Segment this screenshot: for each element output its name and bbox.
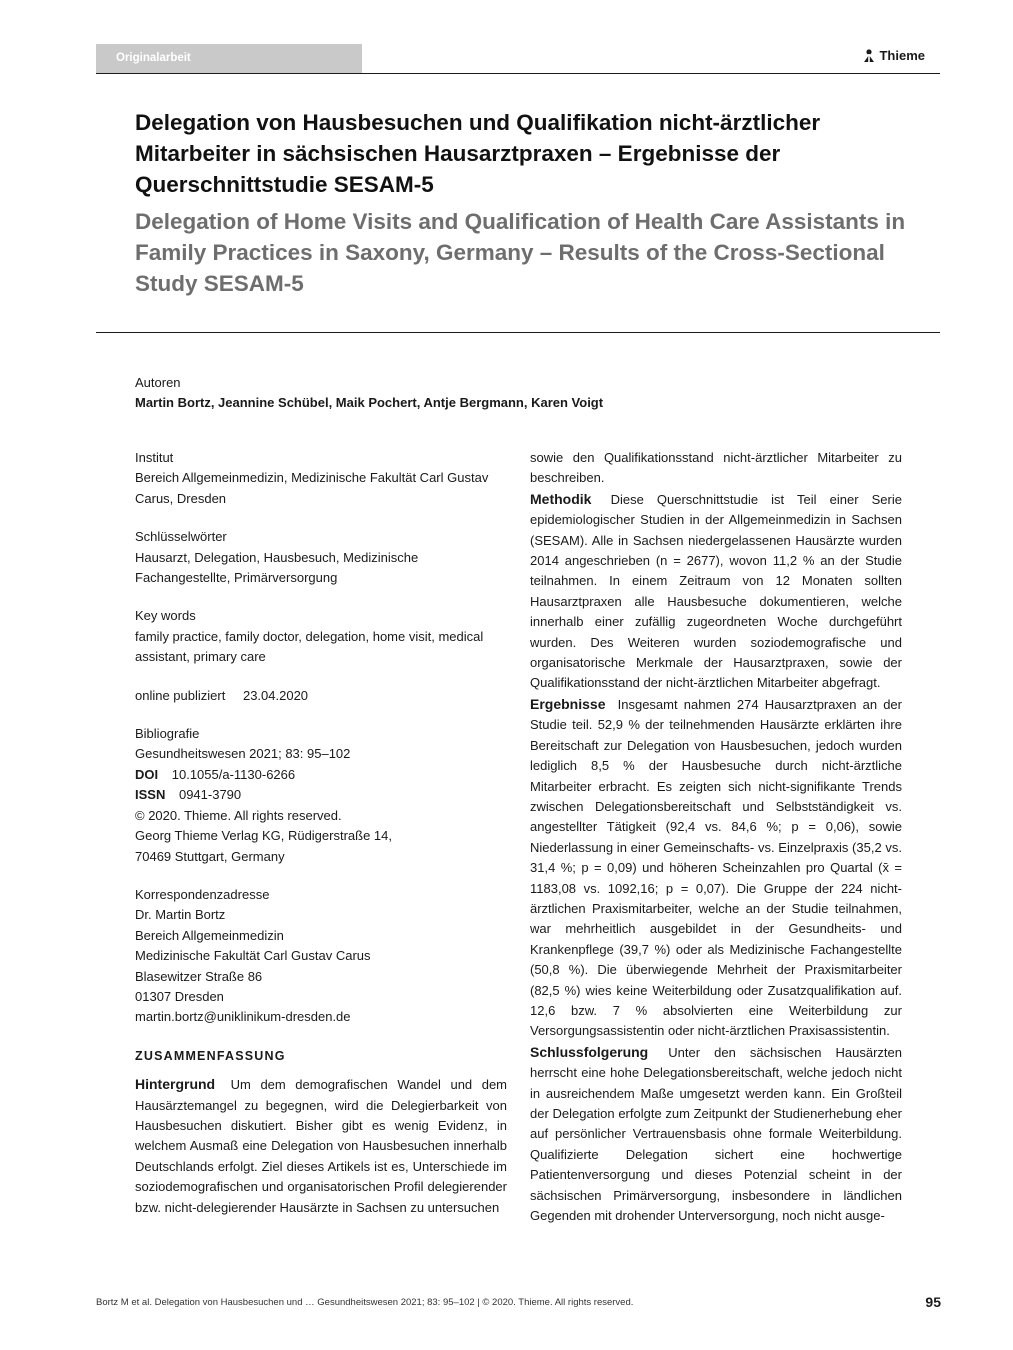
doi-row [135, 765, 507, 785]
keywords-de-block [135, 527, 507, 588]
correspondence-email[interactable]: martin.bortz@uniklinikum-dresden.de [135, 1009, 351, 1025]
metadata-column [135, 448, 507, 1218]
authors-label: Autoren [135, 375, 181, 390]
brand-name: Thieme [879, 48, 925, 63]
correspondence-name: Dr. Martin Bortz [135, 907, 226, 923]
title-divider [96, 332, 940, 333]
keywords-de-text: Hausarzt, Delegation, Hausbesuch, Medizinische Fachangestellte, Primärversorgung [135, 549, 419, 586]
bibliography-journal: Gesundheitswesen 2021; 83: 95–102 [135, 746, 351, 762]
doi-value[interactable]: 10.1055/a-1130-6266 [171, 766, 296, 782]
page-number: 95 [925, 1294, 941, 1310]
publisher-brand[interactable] [863, 48, 925, 63]
issn-value: 0941-3790 [178, 787, 242, 803]
conclusion-label: Schlussfolgerung [530, 1043, 649, 1060]
abstract-results-para [530, 694, 902, 1042]
publisher-line-2: 70469 Stuttgart, Germany [135, 848, 285, 864]
authors-list: Martin Bortz, Jeannine Schübel, Maik Pochert, Antje Bergmann, Karen Voigt [135, 395, 604, 410]
keywords-de-label: Schlüsselwörter [135, 529, 227, 545]
abstract-background-para [135, 1074, 507, 1218]
thieme-logo-icon [863, 49, 875, 63]
copyright-text: © 2020. Thieme. All rights reserved. [135, 807, 342, 823]
article-type-tag: Originalarbeit [96, 44, 362, 73]
correspondence-city: 01307 Dresden [135, 988, 224, 1004]
online-published-label: online publiziert [135, 687, 226, 703]
conclusion-text: Unter den sächsischen Hausärzten herrscht eine hohe Delegationsbereitschaft, welche jedoch nicht in ausreichendem Maße umgesetzt werden kann. Ein Großteil der Delegation erfolgte zum Zeitpunkt der Studienerhebung eher auf persönlicher Vertrauensbasis ohne formale Weiterbildung. Qualifizierte Delegation sichert eine hochwertige Patientenversorgung und dieses Potenzial scheint in der sächsischen Primärversorgung, insbesondere in ländlichen Gegenden mit drohender Unterversorgung, noch nicht ausge- [530, 1044, 902, 1224]
keywords-en-text: family practice, family doctor, delegation, home visit, medical assistant, primary care [135, 628, 484, 665]
title-english: Delegation of Home Visits and Qualification of Health Care Assistants in Family Practices in Saxony, Germany – Results of the Cross-Sectional Study SESAM-5 [135, 209, 906, 296]
correspondence-faculty: Medizinische Fakultät Carl Gustav Carus [135, 948, 371, 964]
institute-text: Bereich Allgemeinmedizin, Medizinische Fakultät Carl Gustav Carus, Dresden [135, 470, 489, 506]
background-text: Um dem demografischen Wandel und dem Hausärztemangel zu begegnen, wird die Delegierbarkeit von Hausbesuchen diskutiert. Bisher gibt es wenig Evidenz, in welchem Ausmaß eine Delegation von Hausbesuchen innerhalb Deutschlands erfolgt. Ziel dieses Artikels ist es, Unterschiede im soziodemografischen und organisatorischen Profil delegierender bzw. nicht-delegierender Hausärzte in Sachsen zu untersuchen [135, 1077, 507, 1215]
abstract-conclusion-para [530, 1042, 902, 1227]
issn-row [135, 785, 507, 805]
title-german: Delegation von Hausbesuchen und Qualifikation nicht-ärztlicher Mitarbeiter in sächsischen Hausarztpraxen – Ergebnisse der Querschnittstudie SESAM-5 [135, 110, 821, 197]
issn-label: ISSN [135, 787, 166, 803]
results-label: Ergebnisse [530, 695, 606, 712]
bibliography-label: Bibliografie [135, 726, 200, 742]
correspondence-block [135, 885, 507, 1028]
methods-label: Methodik [530, 490, 592, 507]
doi-label: DOI [135, 766, 159, 782]
abstract-methods-para [530, 489, 902, 694]
methods-text: Diese Querschnittstudie ist Teil einer Serie epidemiologischer Studien in der Allgemeinmedizin in Sachsen (SESAM). Alle in Sachsen niedergelassenen Hausärzte wurden 2014 angeschrieben (n = 2677), wovon 11,2 % an der Studie teilnahmen. In einem Zeitraum von 12 Monaten sollten Hausarztpraxen alle Hausbesuche dokumentieren, welche innerhalb einer zufällig zugeordneten Woche durchgeführt wurden. Des Weiteren wurden soziodemografische und organisatorische Merkmale der Hausarztpraxen, sowie der Qualifikationsstand der nicht-ärztlichen Mitarbeiter abgefragt. [530, 491, 902, 691]
institute-block [135, 448, 507, 509]
keywords-en-label: Key words [135, 608, 196, 624]
bibliography-block [135, 724, 507, 867]
correspondence-street: Blasewitzer Straße 86 [135, 968, 263, 984]
background-label: Hintergrund [135, 1076, 216, 1093]
keywords-en-block [135, 606, 507, 667]
online-published-date: 23.04.2020 [242, 687, 309, 703]
correspondence-label: Korrespondenzadresse [135, 886, 270, 902]
publisher-line-1: Georg Thieme Verlag KG, Rüdigerstraße 14, [135, 828, 392, 844]
correspondence-dept: Bereich Allgemeinmedizin [135, 927, 284, 943]
online-published-block [135, 686, 507, 706]
footer-reference: Bortz M et al. Delegation von Hausbesuchen und … Gesundheitswesen 2021; 83: 95–102 | © 2020. Thieme. All rights reserved. [96, 1297, 634, 1308]
institute-label: Institut [135, 450, 174, 465]
results-text: Insgesamt nahmen 274 Hausarztpraxen an der Studie teil. 52,9 % der teilnehmenden Hausärzte erklärten ihre Bereitschaft zur Delegation von Hausbesuchen, jedoch wurden lediglich 8,5 % der Hausbesuche durch nicht-ärztliche Mitarbeiter erbracht. Es zeigten sich nicht-signifikante Trends zwischen Delegationsbereitschaft und Selbstständigkeit vs. angestellter Tätigkeit (92,4 vs. 84,6 %; p = 0,06), sowie Niederlassung in einer Gemeinschafts- vs. Einzelpraxis (35,2 vs. 31,4 %; p = 0,09) und höheren Scheinzahlen pro Quartal (x̄ = 1183,08 vs. 1092,16; p = 0,07). Die Gruppe der 224 nicht-ärztlichen Praxismitarbeiter, welche an der Studie teilnahmen, war mehrheitlich ausgebildet in der Gesundheits- und Krankenpflege (39,7 %) oder als Medizinische Fachangestellte (50,8 %). Die überwiegende Mehrheit der Praxismitarbeiter (82,5 %) wies keine Weiterbildung oder Zusatzqualifikation auf. 12,6 bzw. 7 % absolvierten eine Weiterbildung zur Versorgungsassistentin oder nicht-ärztlichen Praxisassistentin. [530, 696, 902, 1039]
header-divider [96, 73, 940, 74]
abstract-heading: ZUSAMMENFASSUNG [135, 1048, 286, 1063]
abstract-column [530, 448, 902, 1226]
abstract-background-continuation: sowie den Qualifikationsstand nicht-ärztlicher Mitarbeiter zu beschreiben. [530, 450, 902, 486]
